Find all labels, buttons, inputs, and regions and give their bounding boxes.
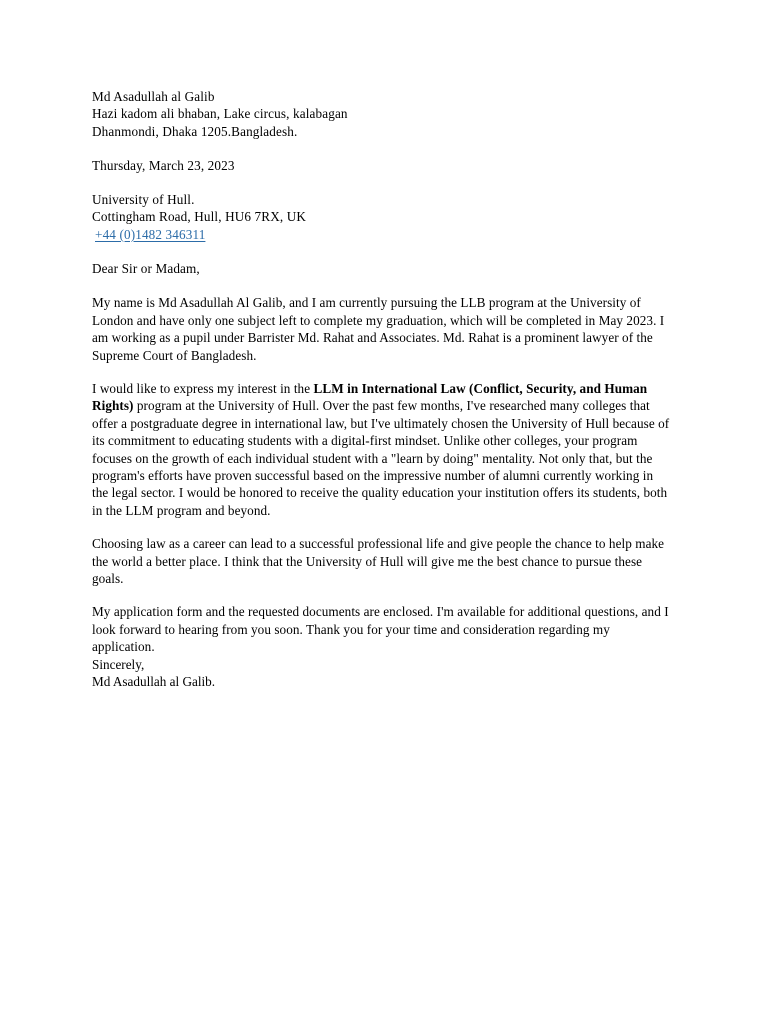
- signature-name: Md Asadullah al Galib.: [92, 673, 216, 689]
- recipient-address: Cottingham Road, Hull, HU6 7RX, UK: [92, 209, 307, 225]
- letter-body: [92, 88, 670, 690]
- program-name-emphasis: LLM in International Law (Conflict, Security, and Human Rights): [92, 381, 648, 414]
- recipient-address-block: [92, 191, 670, 243]
- letter-date: [92, 157, 670, 174]
- body-paragraph-4: My application form and the requested documents are enclosed. I'm available for additional questions, and I look forward to hearing from you soon. Thank you for your time and consideration regarding my application.: [92, 604, 669, 655]
- body-paragraph-2: [92, 380, 670, 519]
- sender-address-block: [92, 88, 670, 140]
- valediction: Sincerely,: [92, 656, 145, 672]
- sender-address-line-2: Dhanmondi, Dhaka 1205.Bangladesh.: [92, 123, 298, 139]
- paragraph-2-lead-text: I would like to express my interest in the: [92, 381, 314, 396]
- closing-block: [92, 656, 670, 691]
- recipient-phone-line: [92, 226, 670, 243]
- body-paragraph-1: My name is Md Asadullah Al Galib, and I am currently pursuing the LLB program at the University of London and have only one subject left to complete my graduation, which will be completed in May 2023. I am working as a pupil under Barrister Md. Rahat and Associates. Md. Rahat is a prominent lawyer of the Supreme Court of Bangladesh.: [92, 295, 665, 363]
- sender-name: Md Asadullah al Galib: [92, 89, 215, 104]
- salutation-text: Dear Sir or Madam,: [92, 261, 200, 277]
- sender-address-line-1: Hazi kadom ali bhaban, Lake circus, kalabagan: [92, 106, 348, 122]
- recipient-phone-link[interactable]: +44 (0)1482 346311: [95, 226, 206, 242]
- date-text: Thursday, March 23, 2023: [92, 157, 235, 173]
- recipient-organization: University of Hull.: [92, 192, 195, 208]
- body-paragraph-3: Choosing law as a career can lead to a successful professional life and give people the chance to help make the world a better place. I think that the University of Hull will give me the best chance to pursue these goals.: [92, 536, 665, 587]
- salutation: [92, 260, 670, 277]
- paragraph-2-remaining-text: program at the University of Hull. Over the past few months, I've researched many colleges that offer a postgraduate degree in international law, but I've ultimately chosen the University of Hull because of its commitment to educating students with a digital-first mindset. Unlike other colleges, your program focuses on the growth of each individual student with a "learn by doing" mentality. Not only that, but the program's efforts have proven successful based on the impressive number of alumni currently working in the legal sector. I would be honored to receive the quality education your institution offers its students, both in the LLM program and beyond.: [92, 398, 670, 518]
